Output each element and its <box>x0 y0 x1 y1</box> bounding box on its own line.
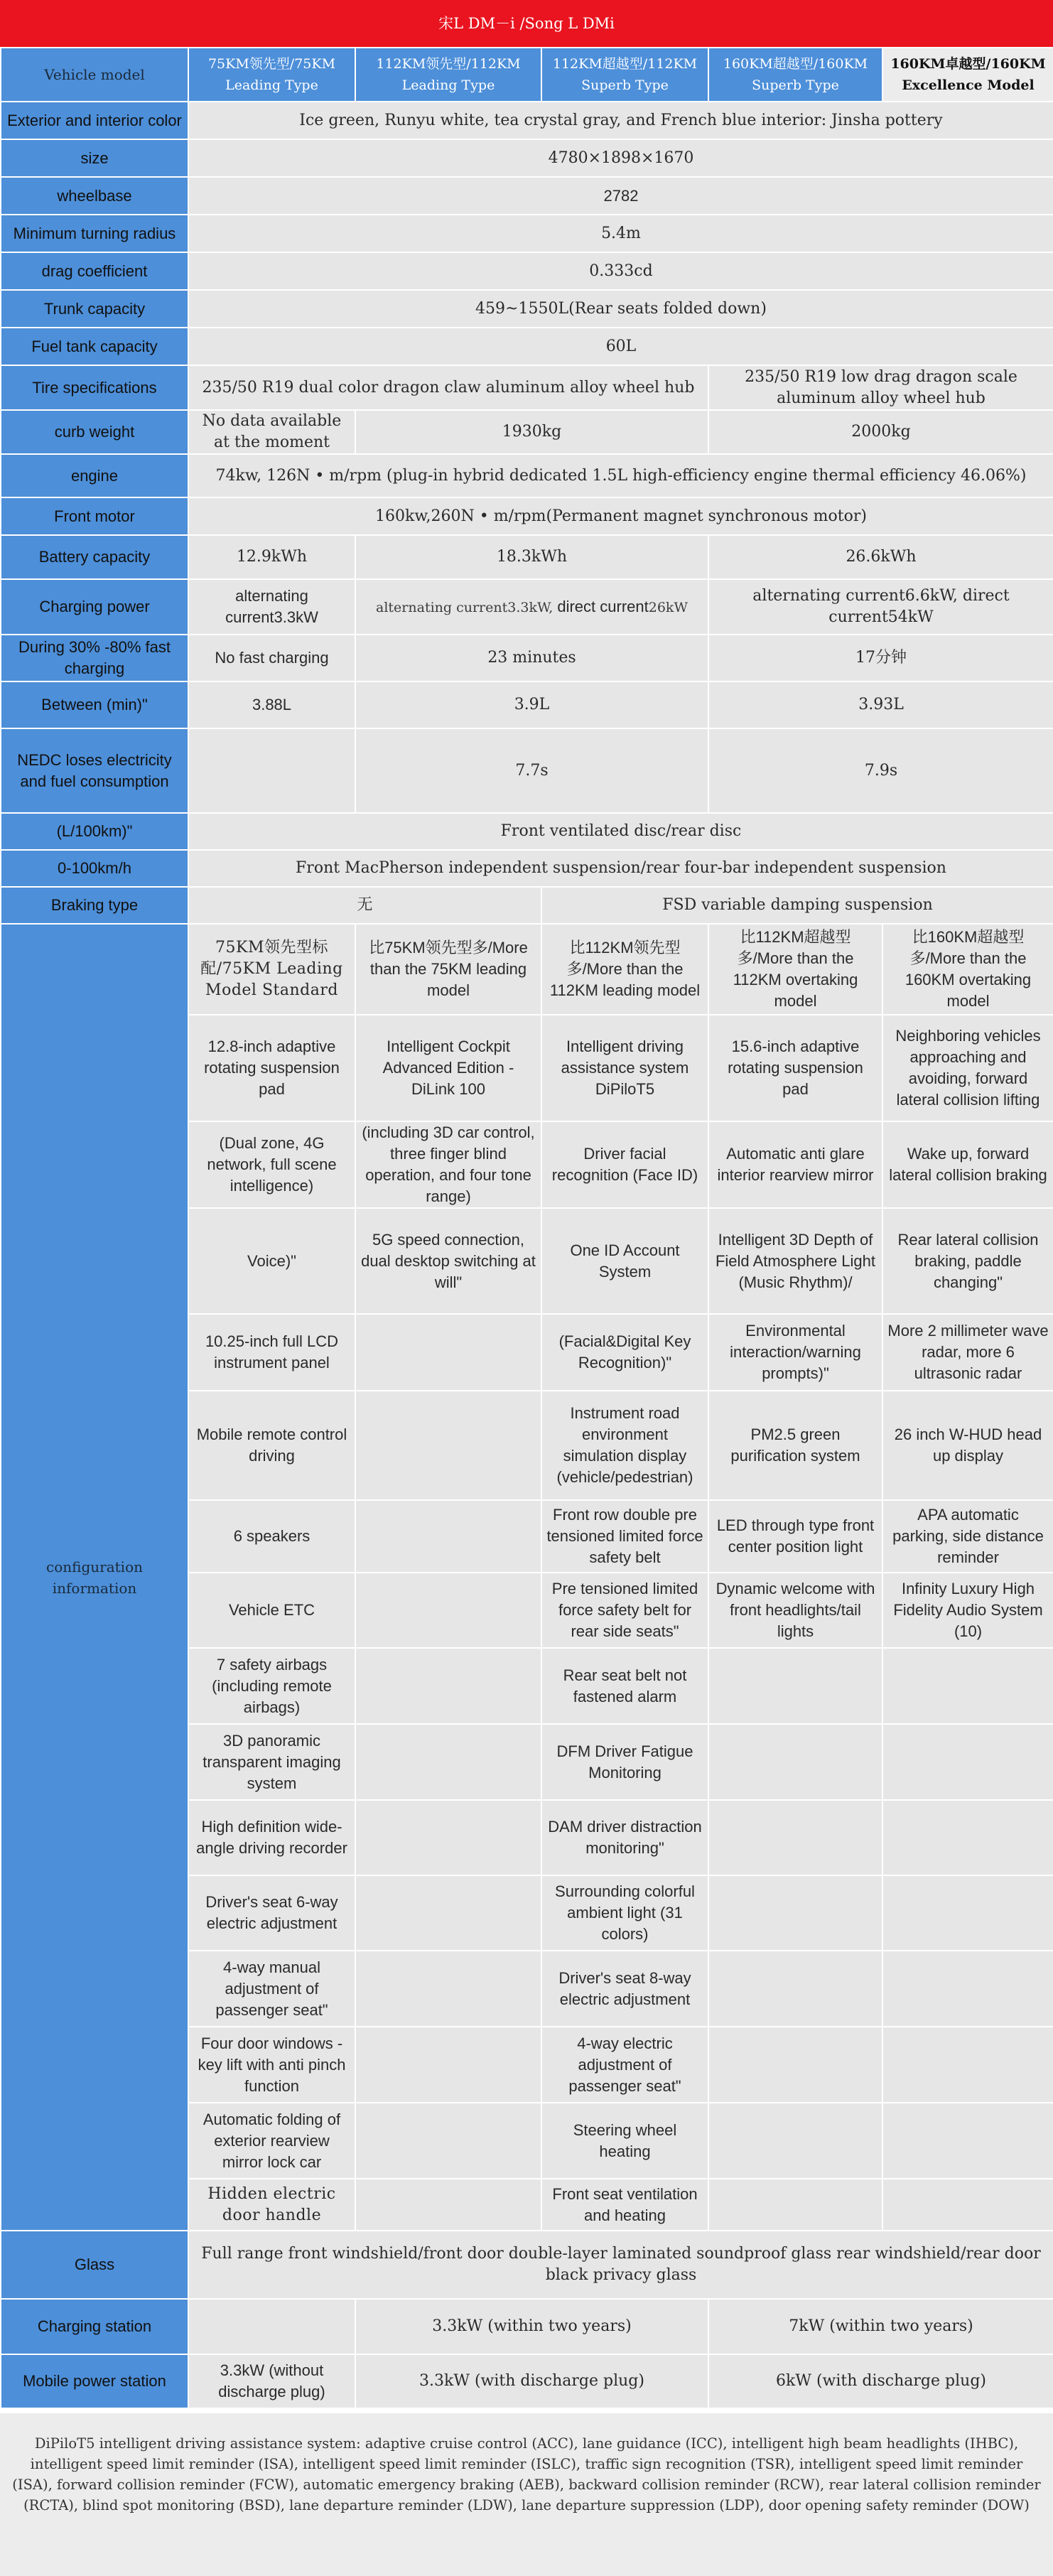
config-cell: Rear seat belt not fastened alarm <box>541 1648 708 1724</box>
model-header: 112KM超越型/112KM Superb Type <box>541 48 708 102</box>
config-cell: 15.6-inch adaptive rotating suspension pad <box>708 1015 882 1121</box>
spec-value: 无 <box>188 887 541 924</box>
spec-value: 7kW (within two years) <box>708 2299 1053 2354</box>
spec-value: 23 minutes <box>355 635 708 681</box>
spec-row-color <box>1 102 1053 139</box>
spec-row-fuel-tank <box>1 328 1053 365</box>
spec-label: NEDC loses electricity and fuel consumption <box>1 728 188 813</box>
config-cell <box>708 1875 882 1951</box>
config-cell <box>355 1875 541 1951</box>
spec-value <box>188 2299 355 2354</box>
config-cell: Environmental interaction/warning prompts)" <box>708 1314 882 1391</box>
spec-label: drag coefficient <box>1 252 188 290</box>
config-cell <box>355 2027 541 2103</box>
spec-value: 235/50 R19 low drag dragon scale aluminum alloy wheel hub <box>708 365 1053 410</box>
config-cell: Voice)" <box>188 1208 355 1314</box>
config-cell <box>882 2027 1053 2103</box>
spec-value: No fast charging <box>188 635 355 681</box>
spec-value: FSD variable damping suspension <box>541 887 1053 924</box>
spec-value: 1930kg <box>355 410 708 454</box>
config-cell: Steering wheel heating <box>541 2103 708 2179</box>
spec-row-nedc <box>1 728 1053 813</box>
config-cell: Front seat ventilation and heating <box>541 2179 708 2231</box>
spec-label: engine <box>1 454 188 497</box>
spec-value: alternating current6.6kW, direct current54kW <box>708 579 1053 635</box>
config-col-header: 比75KM领先型多/More than the 75KM leading model <box>355 924 541 1015</box>
config-col-header: 比160KM超越型多/More than the 160KM overtaking model <box>882 924 1053 1015</box>
config-cell: Instrument road environment simulation display (vehicle/pedestrian) <box>541 1391 708 1500</box>
spec-row-trunk <box>1 290 1053 328</box>
config-cell <box>882 1800 1053 1875</box>
spec-value: 18.3kWh <box>355 535 708 579</box>
model-header: 160KM超越型/160KM Superb Type <box>708 48 882 102</box>
spec-value: 0.333cd <box>188 252 1053 290</box>
config-cell: Vehicle ETC <box>188 1573 355 1648</box>
config-cell: Wake up, forward lateral collision braking <box>882 1121 1053 1208</box>
config-cell <box>708 2179 882 2231</box>
config-cell: Driver's seat 8-way electric adjustment <box>541 1951 708 2027</box>
spec-value: 6kW (with discharge plug) <box>708 2354 1053 2408</box>
spec-value: 3.9L <box>355 681 708 728</box>
config-cell: Driver's seat 6-way electric adjustment <box>188 1875 355 1951</box>
config-cell <box>882 2179 1053 2231</box>
spec-label: Charging power <box>1 579 188 635</box>
config-col-header: 75KM领先型标配/75KM Leading Model Standard <box>188 924 355 1015</box>
spec-label: Mobile power station <box>1 2354 188 2408</box>
spec-row-tire <box>1 365 1053 410</box>
config-cell: Four door windows - key lift with anti pinch function <box>188 2027 355 2103</box>
spec-value: 3.88L <box>188 681 355 728</box>
model-header: 75KM领先型/75KM Leading Type <box>188 48 355 102</box>
spec-label: (L/100km)" <box>1 813 188 850</box>
config-cell: Driver facial recognition (Face ID) <box>541 1121 708 1208</box>
spec-label: curb weight <box>1 410 188 454</box>
config-cell <box>708 2027 882 2103</box>
config-cell: (Facial&Digital Key Recognition)" <box>541 1314 708 1391</box>
spec-label: wheelbase <box>1 177 188 215</box>
config-cell: 6 speakers <box>188 1500 355 1573</box>
spec-value: Full range front windshield/front door double-layer laminated soundproof glass rear windshield/rear door black privacy glass <box>188 2231 1053 2299</box>
config-cell: Intelligent driving assistance system DiPiloT5 <box>541 1015 708 1121</box>
spec-value: 7.7s <box>355 728 708 813</box>
config-cell: Neighboring vehicles approaching and avoiding, forward lateral collision lifting <box>882 1015 1053 1121</box>
spec-value: 3.3kW (with discharge plug) <box>355 2354 708 2408</box>
spec-row-charging-station <box>1 2299 1053 2354</box>
spec-value: 3.3kW (within two years) <box>355 2299 708 2354</box>
config-cell: One ID Account System <box>541 1208 708 1314</box>
spec-row-battery <box>1 535 1053 579</box>
config-cell <box>882 1724 1053 1800</box>
spec-value: alternating current3.3kW, direct current26kW <box>355 579 708 635</box>
spec-value: 3.93L <box>708 681 1053 728</box>
spec-label: size <box>1 139 188 177</box>
spec-row-mobile-power <box>1 2354 1053 2408</box>
config-cell: (Dual zone, 4G network, full scene intelligence) <box>188 1121 355 1208</box>
config-cell: 7 safety airbags (including remote airbags) <box>188 1648 355 1724</box>
config-cell <box>882 1951 1053 2027</box>
config-cell <box>355 1648 541 1724</box>
spec-label: Battery capacity <box>1 535 188 579</box>
config-col-header: 比112KM超越型多/More than the 112KM overtaking model <box>708 924 882 1015</box>
spec-value: 17分钟 <box>708 635 1053 681</box>
config-cell: Mobile remote control driving <box>188 1391 355 1500</box>
spec-label: Tire specifications <box>1 365 188 410</box>
config-cell: 12.8-inch adaptive rotating suspension pad <box>188 1015 355 1121</box>
spec-row-accel <box>1 850 1053 887</box>
config-cell <box>355 2179 541 2231</box>
model-header: 160KM卓越型/160KM Excellence Model <box>882 48 1053 102</box>
config-cell: Front row double pre tensioned limited force safety belt <box>541 1500 708 1573</box>
config-cell: DFM Driver Fatigue Monitoring <box>541 1724 708 1800</box>
config-cell <box>355 1573 541 1648</box>
config-cell: Automatic folding of exterior rearview mirror lock car <box>188 2103 355 2179</box>
spec-value: 3.3kW (without discharge plug) <box>188 2354 355 2408</box>
spec-value: 235/50 R19 dual color dragon claw aluminum alloy wheel hub <box>188 365 708 410</box>
config-cell: 5G speed connection, dual desktop switching at will" <box>355 1208 541 1314</box>
spec-value-empty <box>188 728 355 813</box>
config-cell: Automatic anti glare interior rearview mirror <box>708 1121 882 1208</box>
config-cell <box>355 1724 541 1800</box>
config-cell: Surrounding colorful ambient light (31 colors) <box>541 1875 708 1951</box>
spec-row-fast-charging <box>1 635 1053 681</box>
config-cell: 26 inch W-HUD head up display <box>882 1391 1053 1500</box>
config-cell: Rear lateral collision braking, paddle changing" <box>882 1208 1053 1314</box>
spec-row-between <box>1 681 1053 728</box>
spec-row-curb <box>1 410 1053 454</box>
config-cell: 4-way manual adjustment of passenger seat" <box>188 1951 355 2027</box>
spec-value: 74kw, 126N • m/rpm (plug-in hybrid dedicated 1.5L high-efficiency engine thermal efficiency 46.06%) <box>188 454 1053 497</box>
model-header: 112KM领先型/112KM Leading Type <box>355 48 541 102</box>
spec-value: 5.4m <box>188 215 1053 252</box>
spec-value: Front ventilated disc/rear disc <box>188 813 1053 850</box>
config-cell <box>355 1314 541 1391</box>
footnote: DiPiloT5 intelligent driving assistance system: adaptive cruise control (ACC), lane guidance (ICC), intelligent high beam headlights (IHBC), intelligent speed limit reminder (ISA), intelligent speed limit reminder (ISLC), traffic sign recognition (TSR), intelligent speed limit reminder (ISA), forward collision reminder (FCW), automatic emergency braking (AEB), backward collision reminder (RCW), rear lateral collision reminder (RCTA), blind spot monitoring (BSD), lane departure reminder (LDW), lane departure suppression (LDP), door opening safety reminder (DOW) <box>0 2413 1053 2576</box>
config-cell: 10.25-inch full LCD instrument panel <box>188 1314 355 1391</box>
spec-label: Braking type <box>1 887 188 924</box>
config-cell <box>708 2103 882 2179</box>
config-label: configuration information <box>1 924 188 2231</box>
spec-row-size <box>1 139 1053 177</box>
spec-value: No data available at the moment <box>188 410 355 454</box>
config-cell <box>355 1500 541 1573</box>
config-cell <box>355 1800 541 1875</box>
spec-table <box>0 47 1053 2409</box>
config-cell: PM2.5 green purification system <box>708 1391 882 1500</box>
config-cell: Intelligent 3D Depth of Field Atmosphere Light (Music Rhythm)/ <box>708 1208 882 1314</box>
config-cell <box>882 1648 1053 1724</box>
spec-value: 160kw,260N • m/rpm(Permanent magnet synchronous motor) <box>188 497 1053 535</box>
spec-label: Minimum turning radius <box>1 215 188 252</box>
spec-row-wheelbase <box>1 177 1053 215</box>
vehicle-model-label: Vehicle model <box>1 48 188 102</box>
config-cell <box>355 1391 541 1500</box>
config-cell: Dynamic welcome with front headlights/tail lights <box>708 1573 882 1648</box>
spec-value: 26.6kWh <box>708 535 1053 579</box>
spec-value: alternating current3.3kW <box>188 579 355 635</box>
spec-label: Front motor <box>1 497 188 535</box>
config-col-header: 比112KM领先型多/More than the 112KM leading model <box>541 924 708 1015</box>
spec-row-l100km <box>1 813 1053 850</box>
config-cell <box>708 1724 882 1800</box>
config-cell: APA automatic parking, side distance reminder <box>882 1500 1053 1573</box>
config-cell: Intelligent Cockpit Advanced Edition - DiLink 100 <box>355 1015 541 1121</box>
config-cell <box>355 1951 541 2027</box>
spec-row-drag <box>1 252 1053 290</box>
config-cell: (including 3D car control, three finger blind operation, and four tone range) <box>355 1121 541 1208</box>
spec-row-glass <box>1 2231 1053 2299</box>
spec-value: 2000kg <box>708 410 1053 454</box>
spec-label: During 30% -80% fast charging <box>1 635 188 681</box>
spec-value: 60L <box>188 328 1053 365</box>
config-cell: Infinity Luxury High Fidelity Audio System (10) <box>882 1573 1053 1648</box>
spec-value: Ice green, Runyu white, tea crystal gray, and French blue interior: Jinsha pottery <box>188 102 1053 139</box>
config-cell <box>708 1951 882 2027</box>
spec-label: Exterior and interior color <box>1 102 188 139</box>
config-cell: LED through type front center position light <box>708 1500 882 1573</box>
spec-label: Glass <box>1 2231 188 2299</box>
config-cell: Pre tensioned limited force safety belt for rear side seats" <box>541 1573 708 1648</box>
spec-label: Charging station <box>1 2299 188 2354</box>
spec-row-motor <box>1 497 1053 535</box>
spec-value: 7.9s <box>708 728 1053 813</box>
spec-value: 2782 <box>188 177 1053 215</box>
config-cell <box>708 1648 882 1724</box>
spec-value: 4780×1898×1670 <box>188 139 1053 177</box>
spec-value: 12.9kWh <box>188 535 355 579</box>
config-cell <box>355 2103 541 2179</box>
page-title: 宋L DM－i /Song L DMi <box>0 0 1053 47</box>
config-cell: 3D panoramic transparent imaging system <box>188 1724 355 1800</box>
spec-row-braking <box>1 887 1053 924</box>
spec-value: 459~1550L(Rear seats folded down) <box>188 290 1053 328</box>
spec-label: Trunk capacity <box>1 290 188 328</box>
config-cell <box>708 1800 882 1875</box>
spec-label: Between (min)" <box>1 681 188 728</box>
config-cell: 4-way electric adjustment of passenger seat" <box>541 2027 708 2103</box>
spec-row-engine <box>1 454 1053 497</box>
spec-row-turning <box>1 215 1053 252</box>
config-cell <box>882 1875 1053 1951</box>
config-cell: High definition wide-angle driving recorder <box>188 1800 355 1875</box>
spec-label: 0-100km/h <box>1 850 188 887</box>
config-header-row <box>1 924 1053 1015</box>
config-cell: DAM driver distraction monitoring" <box>541 1800 708 1875</box>
config-cell: Hidden electric door handle <box>188 2179 355 2231</box>
config-cell: More 2 millimeter wave radar, more 6 ultrasonic radar <box>882 1314 1053 1391</box>
spec-label: Fuel tank capacity <box>1 328 188 365</box>
spec-value: Front MacPherson independent suspension/rear four-bar independent suspension <box>188 850 1053 887</box>
header-row <box>1 48 1053 102</box>
spec-row-charging-power <box>1 579 1053 635</box>
config-cell <box>882 2103 1053 2179</box>
